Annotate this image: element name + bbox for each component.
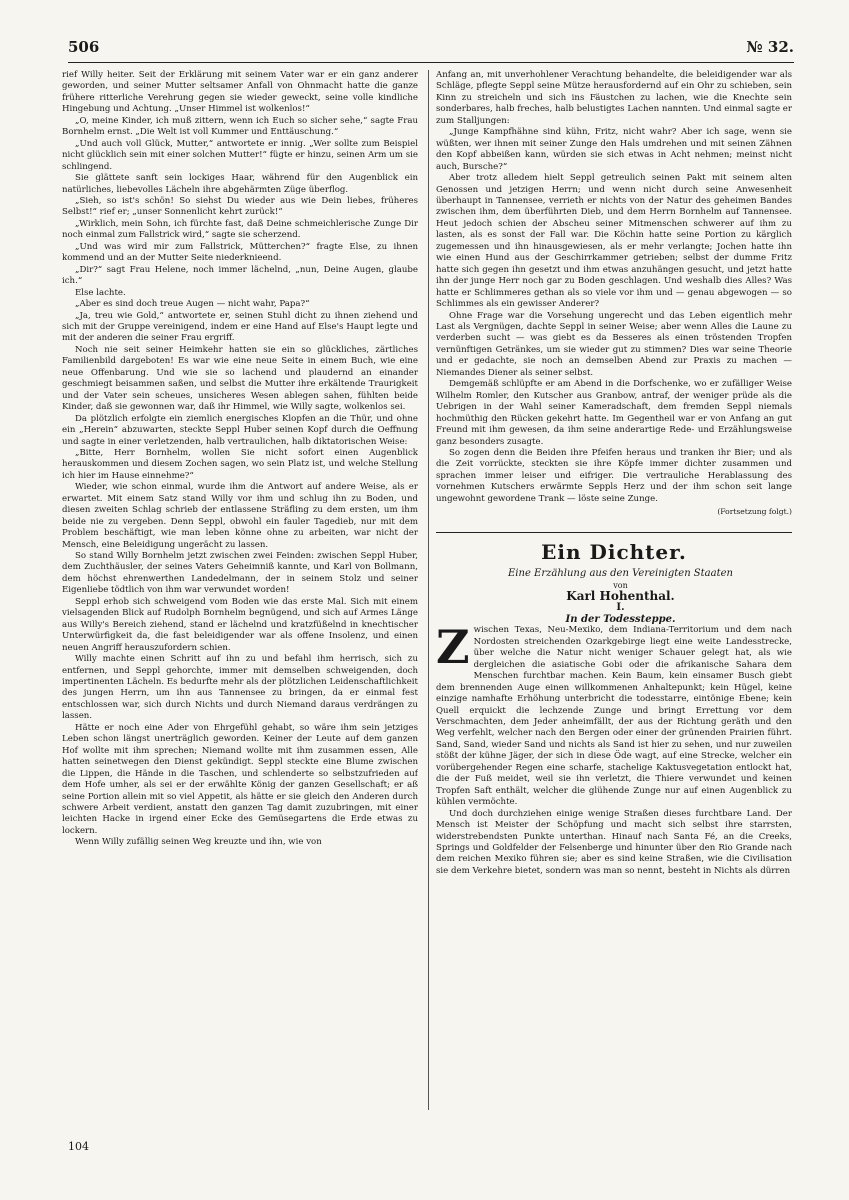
paragraph: Da plötzlich erfolgte ein ziemlich energisches Klopfen an die Thür, und ohne ein „Herein“ abzuwarten, steckte Seppl Huber seinen Kopf durch die Oeffnung und sagte in einer verletzenden, halb vertraulichen, halb diktatorischen Weise: (62, 413, 418, 447)
paragraph: „O, meine Kinder, ich muß zittern, wenn ich Euch so sicher sehe,“ sagte Frau Bornhelm ernst. „Die Welt ist voll Kummer und Enttäuschung.“ (62, 115, 418, 138)
page-header (68, 38, 794, 62)
paragraph: „Junge Kampfhähne sind kühn, Fritz, nicht wahr? Aber ich sage, wenn sie wüßten, wer ihnen mit seiner Zunge den Hals umdrehen und mit seinen Zähnen den Kopf abbeißen kann, würden sie sich etwas in Acht nehmen; meinst nicht auch, Bursche?“ (436, 127, 792, 172)
story-subtitle: Eine Erzählung aus den Vereinigten Staaten (508, 568, 733, 580)
story-by: von (613, 580, 628, 590)
paragraph: „Sieh, so ist's schön! So siehst Du wieder aus wie Dein liebes, früheres Selbst!“ rief er; „unser Sonnenlicht kehrt zurück!“ (62, 195, 418, 218)
story-title: Ein Dichter. (541, 539, 687, 564)
paragraph: Wenn Willy zufällig seinen Weg kreuzte und ihn, wie von (75, 837, 322, 848)
paragraph: Willy machte einen Schritt auf ihn zu und befahl ihm herrisch, sich zu entfernen, und Seppl gehorchte, immer mit demselben schweigenden, doch impertinenten Lächeln. Es bedurfte mehr als der plötzlichen Leidenschaftlichkeit des jungen Herrn, um ihn aus Tannensee zu bringen, da er einmal fest entschlossen war, sich durch Nichts und durch Niemand daraus verdrängen zu lassen. (62, 654, 418, 722)
first-paragraph-text: wischen Texas, Neu-Mexiko, dem Indiana-Territorium und dem nach Nordosten streichenden Ozarkgebirge liegt eine weite Landesstrecke, über welche die Natur nicht weniger Schauer gelegt hat, als wie dergleichen die asiatische Gobi oder die afrikanische Sahara dem Menschen furchtbar machen. Kein Baum, kein einsamer Busch giebt dem brennenden Auge einen willkommenen Anhaltepunkt; kein Hügel, keine einzige namhafte Erhöhung unterbricht die todesstarre, eintönige Ebene; kein Quell erquickt die lechzende Zunge und bringt Errettung vor dem Verschmachten, dem Jeder anheimfällt, der aus der Richtung geräth und den Weg verfehlt, welcher nach den Bergen oder einer der grünenden Prairien führt. Sand, Sand, wieder Sand und nichts als Sand ist hier zu sehen, und nur zuweilen stößt der kühne Jäger, der sich in diese Öde wagt, auf eine Strecke, welcher ein vorübergehender Regen eine scharfe, stachelige Kaktusvegetation entlockt hat, die der Fuß meidet, weil sie ihn verletzt, die Thiere verwundet und keinen Tropfen Saft enthält, welcher die glühende Zunge nur auf einen Augenblick zu kühlen vermöchte. (436, 625, 792, 808)
paragraph: Hätte er noch eine Ader von Ehrgefühl gehabt, so wäre ihm sein jetziges Leben schon längst unerträglich geworden. Keiner der Leute auf dem ganzen Hof wollte mit ihm sprechen; Niemand wollte mit ihm zusammen essen, Alle hatten seinetwegen den Dienst gekündigt. Seppl steckte eine Blume zwischen die Lippen, die Hände in die Taschen, und schlenderte so selbstzufrieden auf dem Hofe umher, als sei er der erwählte König der ganzen Gesellschaft; er aß seine Portion allein mit so viel Appetit, als hätte er sie gleich den Anderen durch schwere Arbeit verdient, anstatt den ganzen Tag damit zuzubringen, mit einer leichten Hacke in irgend einer Ecke des Gemüsegartens die Erde etwas zu lockern. (62, 722, 418, 836)
paragraph: Anfang an, mit unverhohlener Verachtung behandelte, die beleidigender war als Schläge, pflegte Seppl seine Mütze herausfordernd auf ein Ohr zu schieben, sein Kinn zu streicheln und sich ins Fäustchen zu lachen, wie die Knechte sein sonderbares, halb freches, halb belustigtes Lachen nannten. Und einmal sagte er zum Stalljungen: (436, 70, 792, 126)
continuation-note: (Fortsetzung folgt.) (717, 507, 792, 517)
paragraph: „Aber es sind doch treue Augen — nicht wahr, Papa?“ (75, 299, 310, 310)
paragraph: „Ja, treu wie Gold,“ antwortete er, seinen Stuhl dicht zu ihnen ziehend und sich mit der Gruppe vereinigend, indem er eine Hand auf Else's Haupt legte und mit der anderen die seiner Frau ergriff. (62, 310, 418, 344)
paragraph: „Dir?“ sagt Frau Helene, noch immer lächelnd, „nun, Deine Augen, glaube ich.“ (62, 264, 418, 287)
paragraph: Demgemäß schlüpfte er am Abend in die Dorfschenke, wo er zufälliger Weise Wilhelm Romler, den Kutscher aus Granbow, antraf, der weniger prüde als die Uebrigen in der Wahl seiner Kameradschaft, dem fremden Seppl niemals hochmüthig den Rücken gekehrt hatte. Im Gegentheil war er von Anfang an gut Freund mit ihm gewesen, da ihm seine anderartige Rede- und Erzählungsweise ganz besonders zusagte. (436, 379, 792, 447)
paragraph: Seppl erhob sich schweigend vom Boden wie das erste Mal. Sich mit einem vielsagenden Blick auf Rudolph Bornhelm begnügend, und sich auf Armes Länge aus Willy's Bereich ziehend, stand er lächelnd und kratzfüßelnd in knechtischer Unterwürfigkeit da, die fast beleidigender war als offene Insolenz, und einen neuen Angriff herauszufordern schien. (62, 596, 418, 653)
paragraph: Noch nie seit seiner Heimkehr hatten sie ein so glückliches, zärtliches Familienbild dargeboten! Es war wie eine neue Seite in einem Buch, wie eine neue Offenbarung. Und wie sie so lachend und plaudernd an einander geschmiegt beisammen saßen, und selbst die Mutter ihre erkältende Traurigkeit und der Vater sein scheues, unsicheres Wesen ablegen sahen, fühlten beide Kinder, daß sie gewonnen war, daß ihr Himmel, wie Willy sagte, wolkenlos sei. (62, 344, 418, 413)
header-rule (68, 62, 794, 63)
sheet-number: 104 (68, 1140, 89, 1153)
story-separator (436, 532, 792, 533)
chapter-number: I. (616, 602, 625, 614)
left-column (62, 70, 418, 1110)
paragraph: Wieder, wie schon einmal, wurde ihm die Antwort auf andere Weise, als er erwartet. Mit einem Satz stand Willy vor ihm und schlug ihn zu Boden, und diesen zweiten Schlag schrieb der entlassene Sträfling zu dem ersten, um ihm beide nie zu vergeben. Denn Seppl, obwohl ein fauler Tagedieb, nur mit dem Problem beschäftigt, wie man leben könne ohne zu arbeiten, war nicht der Mensch, eine Beleidigung ungerächt zu lassen. (62, 482, 418, 550)
chapter-title: In der Todessteppe. (565, 613, 676, 625)
paragraph: rief Willy heiter. Seit der Erklärung mit seinem Vater war er ein ganz anderer geworden, und seiner Mutter seltsamer Anfall von Ohnmacht hatte die ganze frühere ritterliche Verehrung gegen sie wieder geweckt, seine volle kindliche Hingebung und Achtung. „Unser Himmel ist wolkenlos!“ (62, 70, 418, 115)
paragraph: „Und auch voll Glück, Mutter,“ antwortete er innig. „Wer sollte zum Beispiel nicht glücklich sein mit einer solchen Mutter!“ fügte er hinzu, seinen Arm um sie schlingend. (62, 138, 418, 172)
story-second-paragraph: Und doch durchziehen einige wenige Straßen dieses furchtbare Land. Der Mensch ist Meister der Schöpfung und macht sich selbst ihre starrsten, widerstrebendsten Punkte unterthan. Hinauf nach Santa Fé, an die Creeks, Springs und Goldfelder der Felsenberge und hinunter über den Rio Grande nach dem reichen Mexiko führen sie; aber es sind keine Straßen, wie die Civilisation sie dem Verkehre bietet, sondern was man so nennt, besteht in Nichts als dürren (436, 808, 792, 876)
drop-cap: Z (436, 620, 470, 675)
story-first-paragraph (436, 620, 792, 808)
paragraph: Ohne Frage war die Vorsehung ungerecht und das Leben eigentlich mehr Last als Vergnügen, dachte Seppl in seiner Weise; aber wenn Alles die Laune zu verderben sucht — was giebt es da Besseres als einen tröstenden Tropfen vernünftigen Getränkes, um sie wieder gut zu stimmen? Dies war seine Theorie und er gedachte, sie noch an demselben Abend zur Praxis zu machen — Niemandes Diener als seiner selbst. (436, 310, 792, 378)
right-paragraphs (436, 70, 792, 505)
paragraph: Sie glättete sanft sein lockiges Haar, während für den Augenblick ein natürliches, liebevolles Lächeln ihre abgehärmten Züge überflog. (62, 173, 418, 195)
paragraph: „Wirklich, mein Sohn, ich fürchte fast, daß Deine schmeichlerische Zunge Dir noch einmal zum Fallstrick wird,“ sagte sie scherzend. (62, 218, 418, 241)
column-divider (428, 70, 429, 1110)
issue-number: № 32. (746, 38, 794, 56)
paragraph: So stand Willy Bornhelm jetzt zwischen zwei Feinden: zwischen Seppl Huber, dem Zuchthäusler, der seines Vaters Geheimniß kannte, und Karl von Bollmann, dem höchst ehrenwerthen Landedelmann, der in seinem Stolz und seiner Eigenliebe tödtlich von ihm war verwundet worden! (62, 551, 418, 596)
paragraph: „Bitte, Herr Bornhelm, wollen Sie nicht sofort einen Augenblick herauskommen und diesem Zochen sagen, wo sein Platz ist, und welche Stellung ich hier im Hause einnehme?“ (62, 447, 418, 481)
right-column (436, 70, 792, 1110)
paragraph: „Und was wird mir zum Fallstrick, Mütterchen?“ fragte Else, zu ihnen kommend und an der Mutter Seite niederknieend. (62, 241, 418, 264)
paragraph: So zogen denn die Beiden ihre Pfeifen heraus und tranken ihr Bier; und als die Zeit vorrückte, steckten sie ihre Köpfe immer dichter zusammen und sprachen immer leiser und eifriger. Die vertrauliche Herablassung des vornehmen Kutschers erwärmte Seppls Herz und der ihm schon seit lange ungewohnt gewordene Trank — löste seine Zunge. (436, 447, 792, 504)
story-author: Karl Hohenthal. (566, 589, 675, 604)
paragraph: Aber trotz alledem hielt Seppl getreulich seinen Pakt mit seinem alten Genossen und jetzigen Herrn; und wenn nicht durch seine Anwesenheit überhaupt in Tannensee, verrieth er nichts von der Natur des geheimen Bandes zwischen ihm, dem überführten Dieb, und dem Herrn Bornhelm auf Tannensee. Heut jedoch schien der Abscheu seiner Mitmenschen schwerer auf ihm zu lasten, als es sonst der Fall war. Die Köchin hatte seine Portion zu kärglich zugemessen und ihn hinausgewiesen, als er mehr verlangte; Jochen hatte ihn wie einen Hund aus der Geschirrkammer getrieben; selbst der dumme Fritz hatte sich gegen ihn gesetzt und ihm etwas anzuhängen gesucht, und jetzt hatte ihn der junge Herr noch gar zu Boden geschlagen. Und weshalb dies Alles? Was hatte er Schlimmeres gethan als so viele vor ihm und — genau abgewogen — so Schlimmes als ein gewisser Anderer? (436, 173, 792, 310)
page-number: 506 (68, 38, 100, 56)
paragraph: Else lachte. (75, 287, 126, 298)
